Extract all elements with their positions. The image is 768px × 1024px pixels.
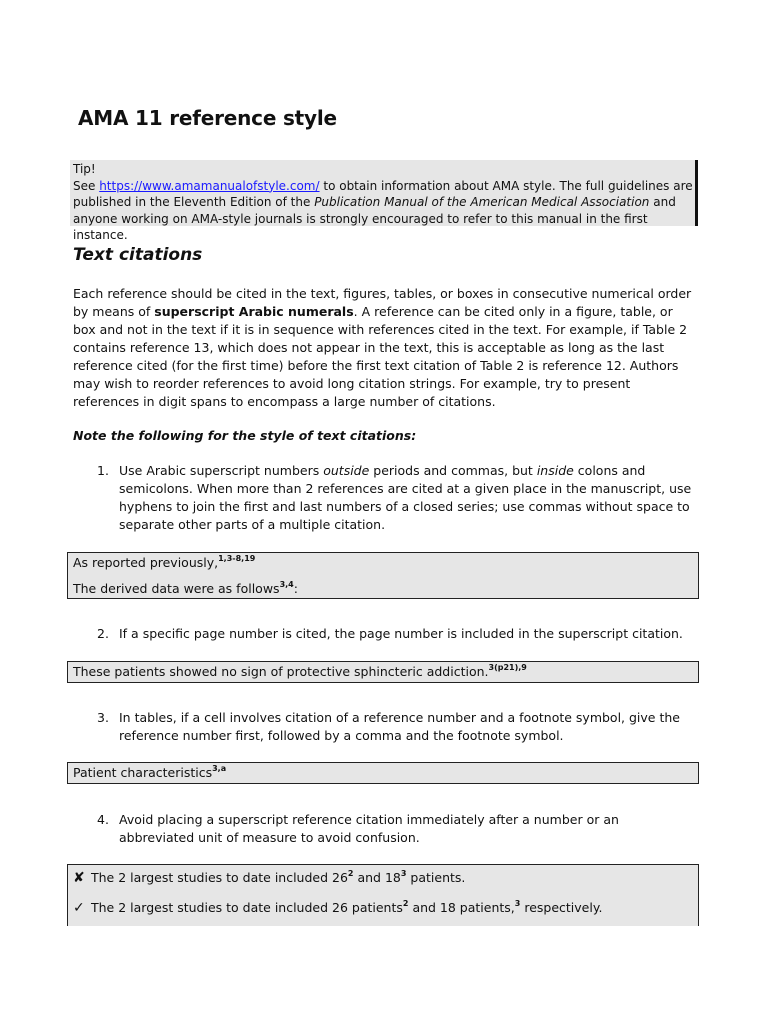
- citation-superscript: 3: [514, 899, 521, 908]
- paragraph-part-2: . A reference can be cited only in a figure, table, or box and not in the text if it is in sequence with references cited in the text. For example, if Table 2 contains reference 13, which does not appear in the text, this is acceptable as long as the last reference cited (for the first time) before the first text citation of Table 2 is reference 12. Authors may wish to reorder references to avoid long citation strings. For example, try to present references in digit spans to encompass a large number of citations.: [73, 304, 688, 409]
- item1-inside: inside: [536, 463, 574, 478]
- example-line: [73, 554, 698, 572]
- example-text: As reported previously,: [73, 555, 219, 570]
- example-box-2: [67, 661, 699, 683]
- item1-c: colons and semicolons. When more than 2 references are cited at a given place in the manuscript, use hyphens to join the first and last numbers of a closed series; use commas without space to separate other parts of a multiple citation.: [119, 463, 692, 532]
- citation-superscript: 2: [347, 869, 354, 878]
- example-line: [73, 580, 698, 598]
- tip-box: [70, 160, 698, 243]
- list-item-text: In tables, if a cell involves citation of a reference number and a footnote symbol, give the reference number first, followed by a comma and the footnote symbol.: [119, 710, 680, 743]
- ama-manual-link[interactable]: https://www.amamanualofstyle.com/: [99, 178, 320, 193]
- list-item-text: Avoid placing a superscript reference citation immediately after a number or an abbreviated unit of measure to avoid confusion.: [119, 812, 619, 845]
- citation-superscript: 3: [400, 869, 407, 878]
- example-text: The derived data were as follows: [73, 581, 280, 596]
- tip-line-2: [73, 194, 695, 211]
- tip-label: Tip!: [73, 162, 96, 176]
- right-text-c: respectively.: [520, 900, 603, 915]
- citation-superscript: 1,3-8,19: [218, 554, 256, 563]
- example-text: Patient characteristics: [73, 765, 213, 780]
- list-item-number: 3.: [97, 710, 109, 725]
- list-item-text: If a specific page number is cited, the page number is included in the superscript citation.: [119, 626, 683, 641]
- tip-line-1-rest: to obtain information about AMA style. The full guidelines are: [319, 178, 693, 193]
- tip-line-2-a: published in the Eleventh Edition of the: [73, 195, 315, 210]
- right-text-b: and 18 patients,: [408, 900, 515, 915]
- example-text-end: :: [293, 581, 298, 596]
- note-heading: Note the following for the style of text citations:: [73, 428, 417, 443]
- intro-paragraph: [73, 285, 698, 411]
- section-title: Text citations: [73, 245, 203, 265]
- list-item-number: 1.: [97, 463, 109, 478]
- citation-superscript: 3,a: [212, 764, 227, 773]
- wrong-text-b: and 18: [353, 870, 401, 885]
- example-box-4: [67, 864, 699, 926]
- item1-b: periods and commas, but: [369, 463, 537, 478]
- list-item-text: [119, 462, 694, 534]
- wrong-text-c: patients.: [406, 870, 466, 885]
- paragraph-bold: superscript Arabic numerals: [154, 304, 354, 319]
- tip-see-text: See: [73, 178, 100, 193]
- example-box-3: [67, 762, 699, 784]
- right-example: [73, 899, 698, 917]
- list-item: [97, 462, 697, 534]
- list-item-number: 2.: [97, 626, 109, 641]
- paragraph-part-1: Each reference should be cited in the text, figures, tables, or boxes in consecutive numerical order by means of: [73, 286, 692, 319]
- wrong-example: [73, 869, 698, 887]
- citation-superscript: 3,4: [279, 580, 294, 589]
- right-text-a: The 2 largest studies to date included 26 patients: [91, 900, 403, 915]
- citation-superscript: 2: [402, 899, 409, 908]
- tip-manual-title: Publication Manual of the American Medical Association: [314, 195, 650, 210]
- page-title: AMA 11 reference style: [78, 106, 337, 130]
- wrong-text-a: The 2 largest studies to date included 26: [91, 870, 348, 885]
- tip-line-3: anyone working on AMA-style journals is strongly encouraged to refer to this manual in the first instance.: [73, 211, 648, 243]
- check-icon: ✓: [73, 900, 85, 916]
- tip-line-2-b: and: [649, 195, 676, 210]
- item1-outside: outside: [323, 463, 370, 478]
- item1-a: Use Arabic superscript numbers: [119, 463, 324, 478]
- example-box-1: [67, 552, 699, 599]
- citation-superscript: 3(p21),9: [488, 663, 527, 672]
- list-item-number: 4.: [97, 812, 109, 827]
- tip-line-1: [73, 178, 695, 195]
- example-text: These patients showed no sign of protective sphincteric addiction.: [73, 664, 489, 679]
- cross-icon: ✘: [73, 870, 85, 886]
